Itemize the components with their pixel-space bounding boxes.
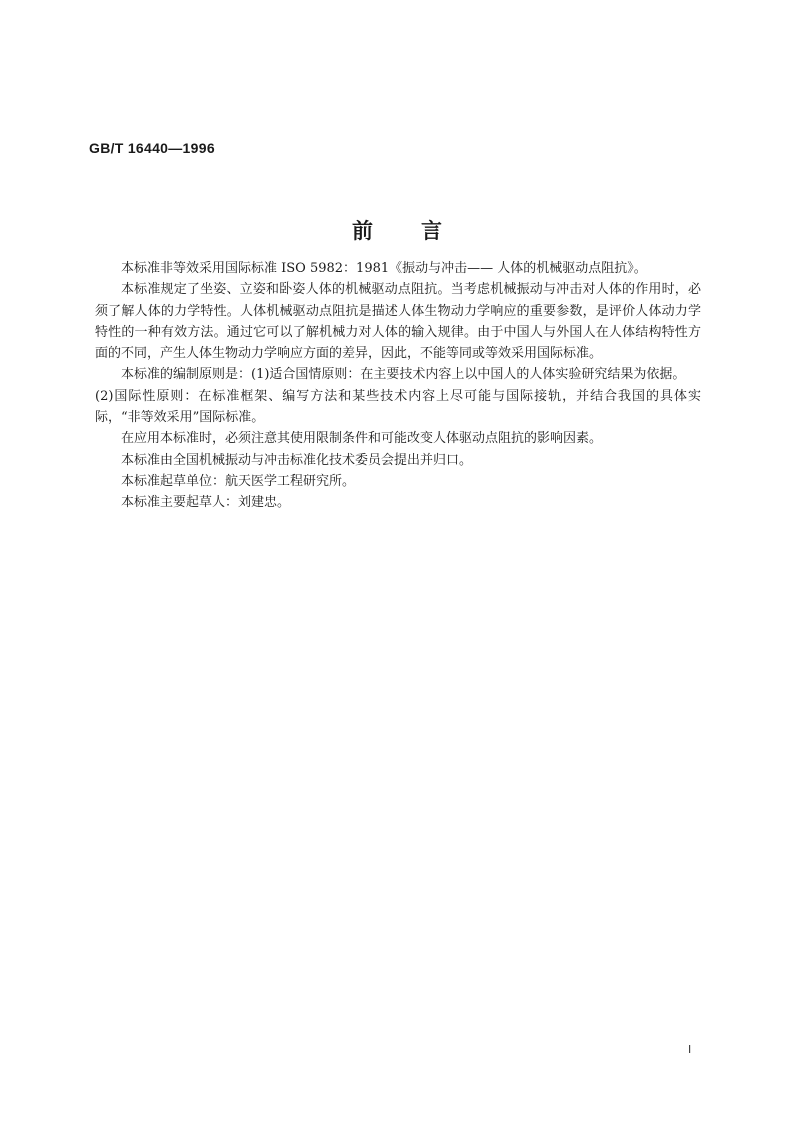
paragraph-4: (2)国际性原则：在标准框架、编写方法和某些技术内容上尽可能与国际接轨，并结合我国的具体实际，“非等效采用”国际标准。 (95, 388, 701, 426)
page-number: I (688, 1043, 692, 1056)
paragraph-1: 本标准非等效采用国际标准 ISO 5982：1981《振动与冲击—— 人体的机械驱动点阻抗》。 (121, 261, 647, 276)
paragraph-6: 本标准由全国机械振动与冲击标准化技术委员会提出并归口。 (121, 452, 473, 468)
paragraph-2: 本标准规定了坐姿、立姿和卧姿人体的机械驱动点阻抗。当考虑机械振动与冲击对人体的作用时，必须了解人体的力学特性。人体机械驱动点阻抗是描述人体生物动力学响应的重要参数，是评价人体动力学特性的一种有效方法。通过它可以了解机械力对人体的输入规律。由于中国人与外国人在人体结构特性方面的不同，产生人体生物动力学响应方面的差异，因此，不能等同或等效采用国际标准。 (95, 282, 701, 362)
paragraph-8: 本标准主要起草人：刘建忠。 (121, 495, 291, 511)
standard-code: GB/T 16440—1996 (89, 140, 215, 156)
page-title: 前言 (352, 219, 490, 243)
paragraph-5: 在应用本标准时，必须注意其使用限制条件和可能改变人体驱动点阻抗的影响因素。 (121, 431, 603, 447)
paragraph-3: 本标准的编制原则是：(1)适合国情原则：在主要技术内容上以中国人的人体实验研究结果为依据。 (121, 367, 686, 383)
paragraph-7: 本标准起草单位：航天医学工程研究所。 (121, 473, 356, 489)
foreword-body (95, 258, 701, 514)
